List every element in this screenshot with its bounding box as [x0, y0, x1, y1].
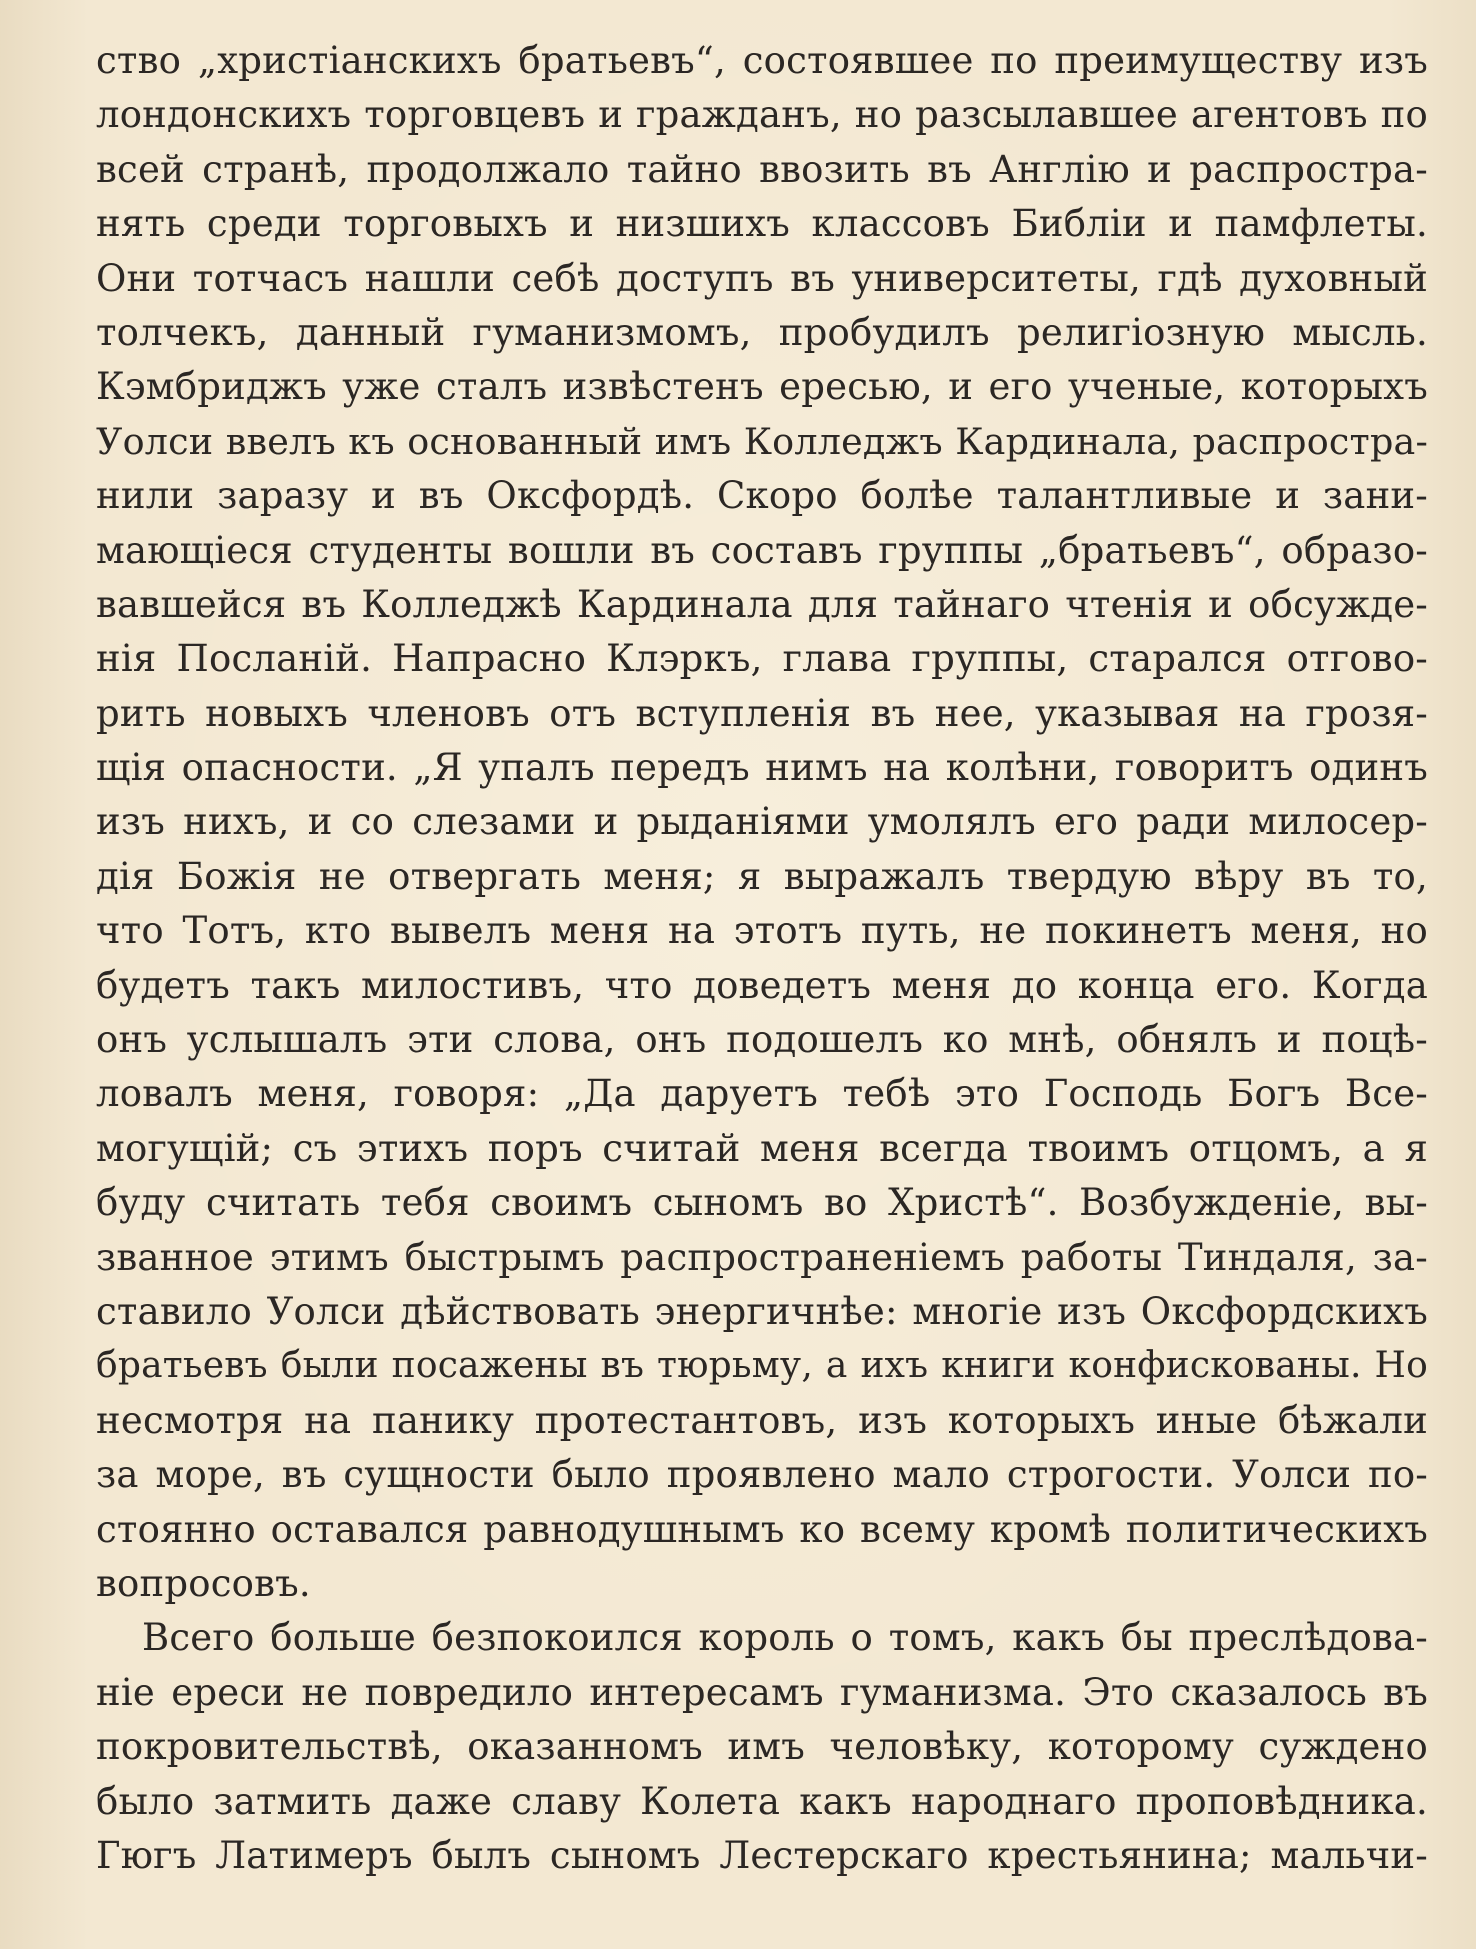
- text-line: покровительствѣ, оказанномъ имъ человѣку, которому суждено: [96, 1725, 1428, 1769]
- text-line: несмотря на панику протестантовъ, изъ которыхъ иные бѣжали: [96, 1398, 1428, 1442]
- text-line: онъ услышалъ эти слова, онъ подошелъ ко мнѣ, обнялъ и поцѣ-: [96, 1018, 1428, 1062]
- text-line: нять среди торговыхъ и низшихъ классовъ Библіи и памфлеты.: [96, 202, 1428, 246]
- text-line: щія опасности. „Я упалъ передъ нимъ на колѣни, говоритъ одинъ: [96, 746, 1428, 790]
- text-line: мающіеся студенты вошли въ составъ группы „братьевъ“, образо-: [96, 528, 1428, 572]
- text-line: будетъ такъ милостивъ, что доведетъ меня до конца его. Когда: [96, 963, 1428, 1007]
- text-line: за море, въ сущности было проявлено мало строгости. Уолси по-: [96, 1453, 1428, 1497]
- paragraph-2: [96, 1611, 1428, 1883]
- text-line-indented: Всего больше безпокоился король о томъ, какъ бы преслѣдова-: [142, 1616, 1428, 1660]
- text-line: вавшейся въ Колледжѣ Кардинала для тайнаго чтенія и обсужде-: [96, 582, 1428, 626]
- text-line: ніе ереси не повредило интересамъ гуманизма. Это сказалось въ: [96, 1670, 1428, 1714]
- text-line: ство „христіанскихъ братьевъ“, состоявшее по преимуществу изъ: [96, 39, 1428, 82]
- text-line: нія Посланій. Напрасно Клэркъ, глава группы, старался отгово-: [96, 637, 1428, 681]
- text-line: рить новыхъ членовъ отъ вступленія въ нее, указывая на грозя-: [96, 691, 1428, 735]
- text-line: изъ нихъ, и со слезами и рыданіями умолялъ его ради милосер-: [96, 800, 1428, 844]
- text-line: Кэмбриджъ уже сталъ извѣстенъ ересью, и его ученые, которыхъ: [96, 365, 1428, 409]
- paragraph-1: [96, 34, 1428, 1611]
- text-line: толчекъ, данный гуманизмомъ, пробудилъ религіозную мысль.: [96, 310, 1428, 354]
- text-line: лондонскихъ торговцевъ и гражданъ, но разсылавшее агентовъ по: [96, 93, 1428, 137]
- text-line: дія Божія не отвергать меня; я выражалъ твердую вѣру въ то,: [96, 854, 1428, 898]
- text-line: всей странѣ, продолжало тайно ввозить въ Англію и распростра-: [96, 147, 1428, 191]
- text-line: стоянно оставался равнодушнымъ ко всему кромѣ политическихъ: [96, 1507, 1428, 1551]
- text-line: ставило Уолси дѣйствовать энергичнѣе: многіе изъ Оксфордскихъ: [96, 1289, 1428, 1333]
- text-line: братьевъ были посажены въ тюрьму, а ихъ книги конфискованы. Но: [96, 1345, 1428, 1387]
- text-line: Гюгъ Латимеръ былъ сыномъ Лестерскаго крестьянина; мальчи-: [96, 1833, 1428, 1877]
- text-line: что Тотъ, кто вывелъ меня на этотъ путь, не покинетъ меня, но: [96, 909, 1428, 953]
- text-line: Уолси ввелъ къ основанный имъ Колледжъ Кардинала, распростра-: [96, 419, 1428, 463]
- text-line: званное этимъ быстрымъ распространеніемъ работы Тиндаля, за-: [96, 1235, 1428, 1279]
- text-line: могущій; съ этихъ поръ считай меня всегда твоимъ отцомъ, а я: [96, 1126, 1428, 1170]
- text-line: ловалъ меня, говоря: „Да даруетъ тебѣ это Господь Богъ Все-: [96, 1072, 1428, 1116]
- text-line: нили заразу и въ Оксфордѣ. Скоро болѣе талантливые и зани-: [96, 474, 1428, 518]
- text-line: Они тотчасъ нашли себѣ доступъ въ университеты, гдѣ духовный: [96, 256, 1428, 300]
- text-line: было затмить даже славу Колета какъ народнаго проповѣдника.: [96, 1779, 1428, 1823]
- text-line-last: вопросовъ.: [96, 1561, 311, 1605]
- page-text: [96, 34, 1428, 1883]
- text-line: буду считать тебя своимъ сыномъ во Христѣ“. Возбужденіе, вы-: [96, 1181, 1428, 1225]
